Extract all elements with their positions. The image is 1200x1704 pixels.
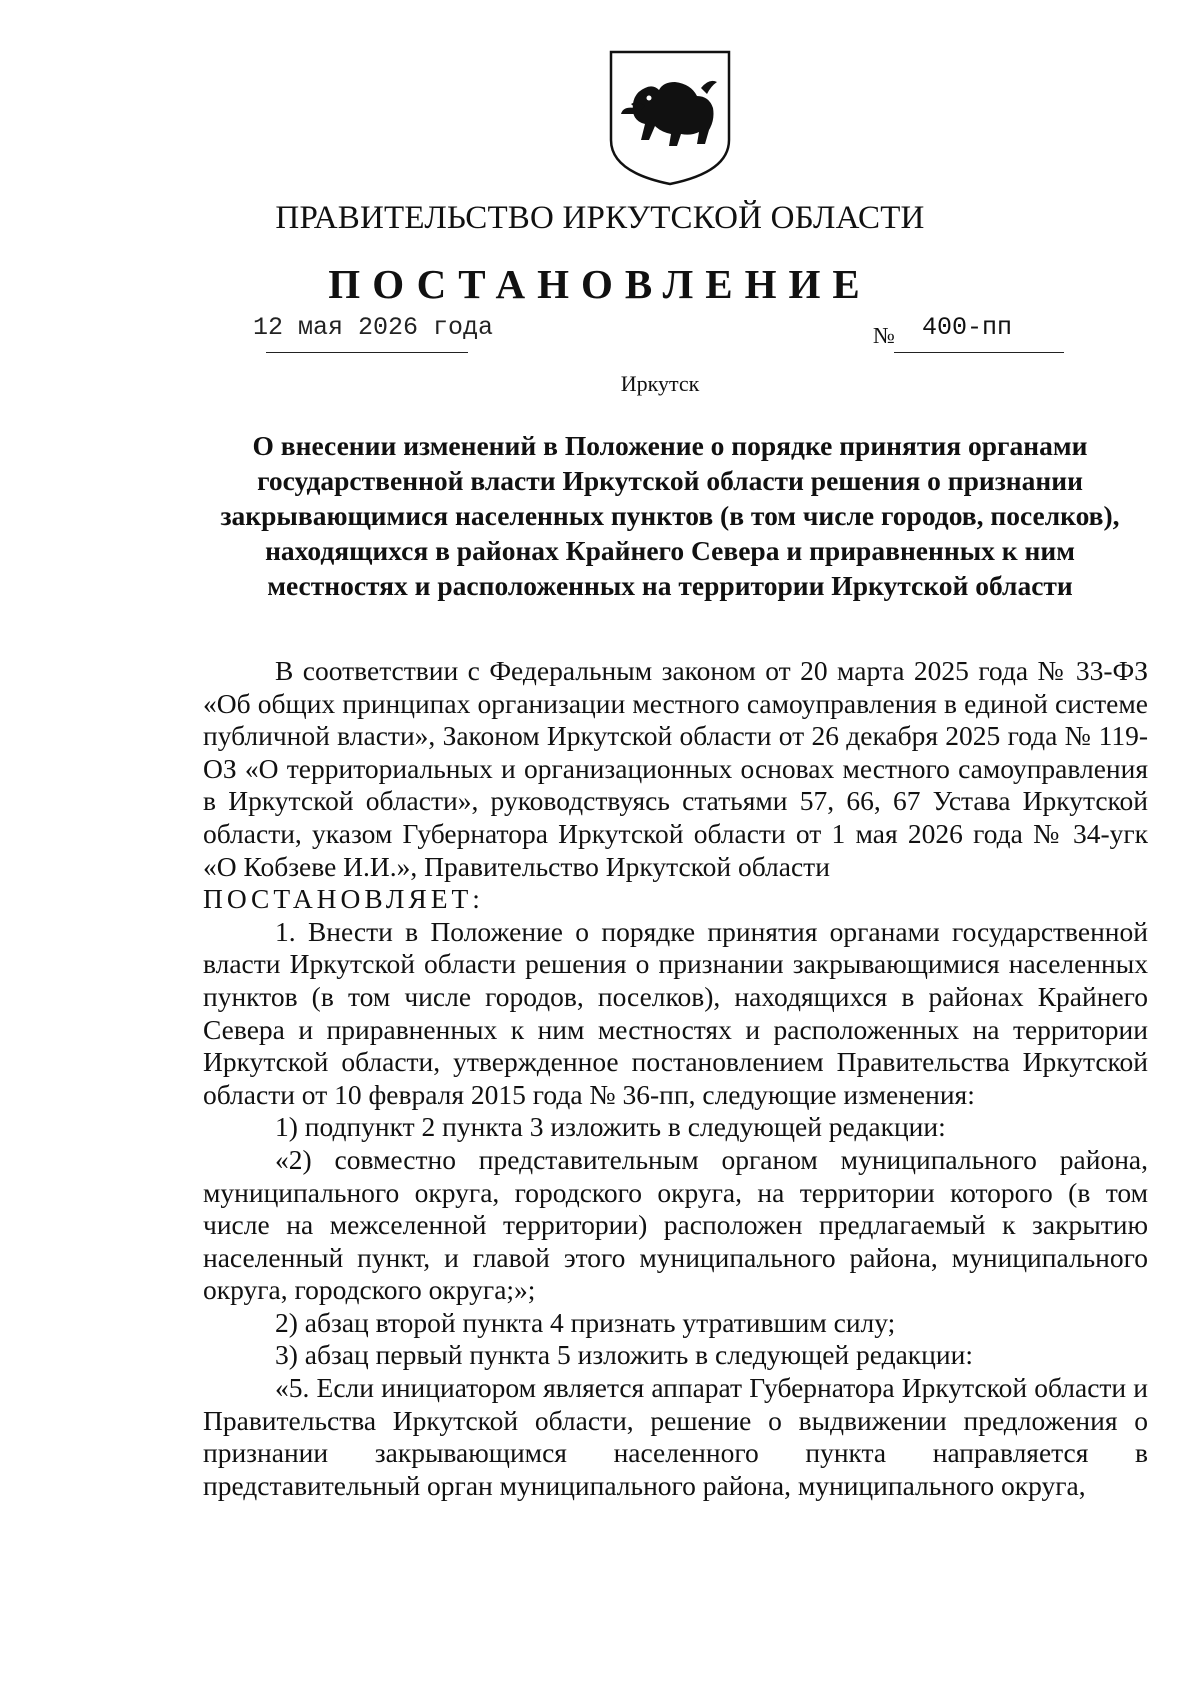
document-type: ПОСТАНОВЛЕНИЕ <box>328 261 872 307</box>
body-paragraph: 1) подпункт 2 пункта 3 изложить в следующей редакции: <box>275 1111 946 1143</box>
resolves-heading: ПОСТАНОВЛЯЕТ: <box>203 883 484 915</box>
body-paragraph: 3) абзац первый пункта 5 изложить в следующей редакции: <box>275 1339 973 1371</box>
city-name: Иркутск <box>620 371 700 396</box>
body-paragraph: 1. Внести в Положение о порядке принятия органами государственной власти Иркутской области решения о признании закрывающимися населенных пунктов (в том числе городов, поселков), находящихся в районах Крайнего Севера и приравненных к ним местностях и расположенных на территории Иркутской области, утвержденное постановлением Правительства Иркутской области от 10 февраля 2015 года № 36-пп, следующие изменения: <box>203 915 1148 1110</box>
document-body <box>203 655 1148 1502</box>
body-paragraph: «5. Если инициатором является аппарат Губернатора Иркутской области и Правительства Иркутской области, решение о выдвижении предложения о признании закрывающимся населенного пункта направляется в представительный орган муниципального района, муниципального округа, <box>203 1372 1148 1501</box>
babr-icon <box>605 48 735 188</box>
organization-name: ПРАВИТЕЛЬСТВО ИРКУТСКОЙ ОБЛАСТИ <box>275 200 925 236</box>
date-underline <box>266 352 468 353</box>
coat-of-arms-emblem <box>605 48 735 188</box>
body-paragraph: «2) совместно представительным органом муниципального района, муниципального округа, городского округа, на территории которого (в том числе на межселенной территории) расположен предлагаемый к закрытию населенный пункт, и главой этого муниципального района, муниципального округа, городского округа;»; <box>203 1143 1148 1306</box>
number-underline <box>894 352 1064 353</box>
document-date: 12 мая 2026 года <box>253 313 494 342</box>
document-title: О внесении изменений в Положение о порядке принятия органами государственной власти Иркутской области решения о признании закрывающимися населенных пунктов (в том числе городов, поселков), находящихся в районах Крайнего Севера и приравненных к ним местностях и расположенных на территории Иркутской области <box>220 430 1120 601</box>
number-label: № <box>873 323 895 348</box>
preamble-paragraph: В соответствии с Федеральным законом от 20 марта 2025 года № 33-ФЗ «Об общих принципах организации местного самоуправления в единой системе публичной власти», Законом Иркутской области от 26 декабря 2025 года № 119-ОЗ «О территориальных и организационных основах местного самоуправления в Иркутской области», руководствуясь статьями 57, 66, 67 Устава Иркутской области, указом Губернатора Иркутской области от 1 мая 2026 года № 34-угк «О Кобзеве И.И.», Правительство Иркутской области <box>203 655 1148 882</box>
document-number: 400-пп <box>922 313 1013 342</box>
body-paragraph: 2) абзац второй пункта 4 признать утратившим силу; <box>275 1306 896 1338</box>
